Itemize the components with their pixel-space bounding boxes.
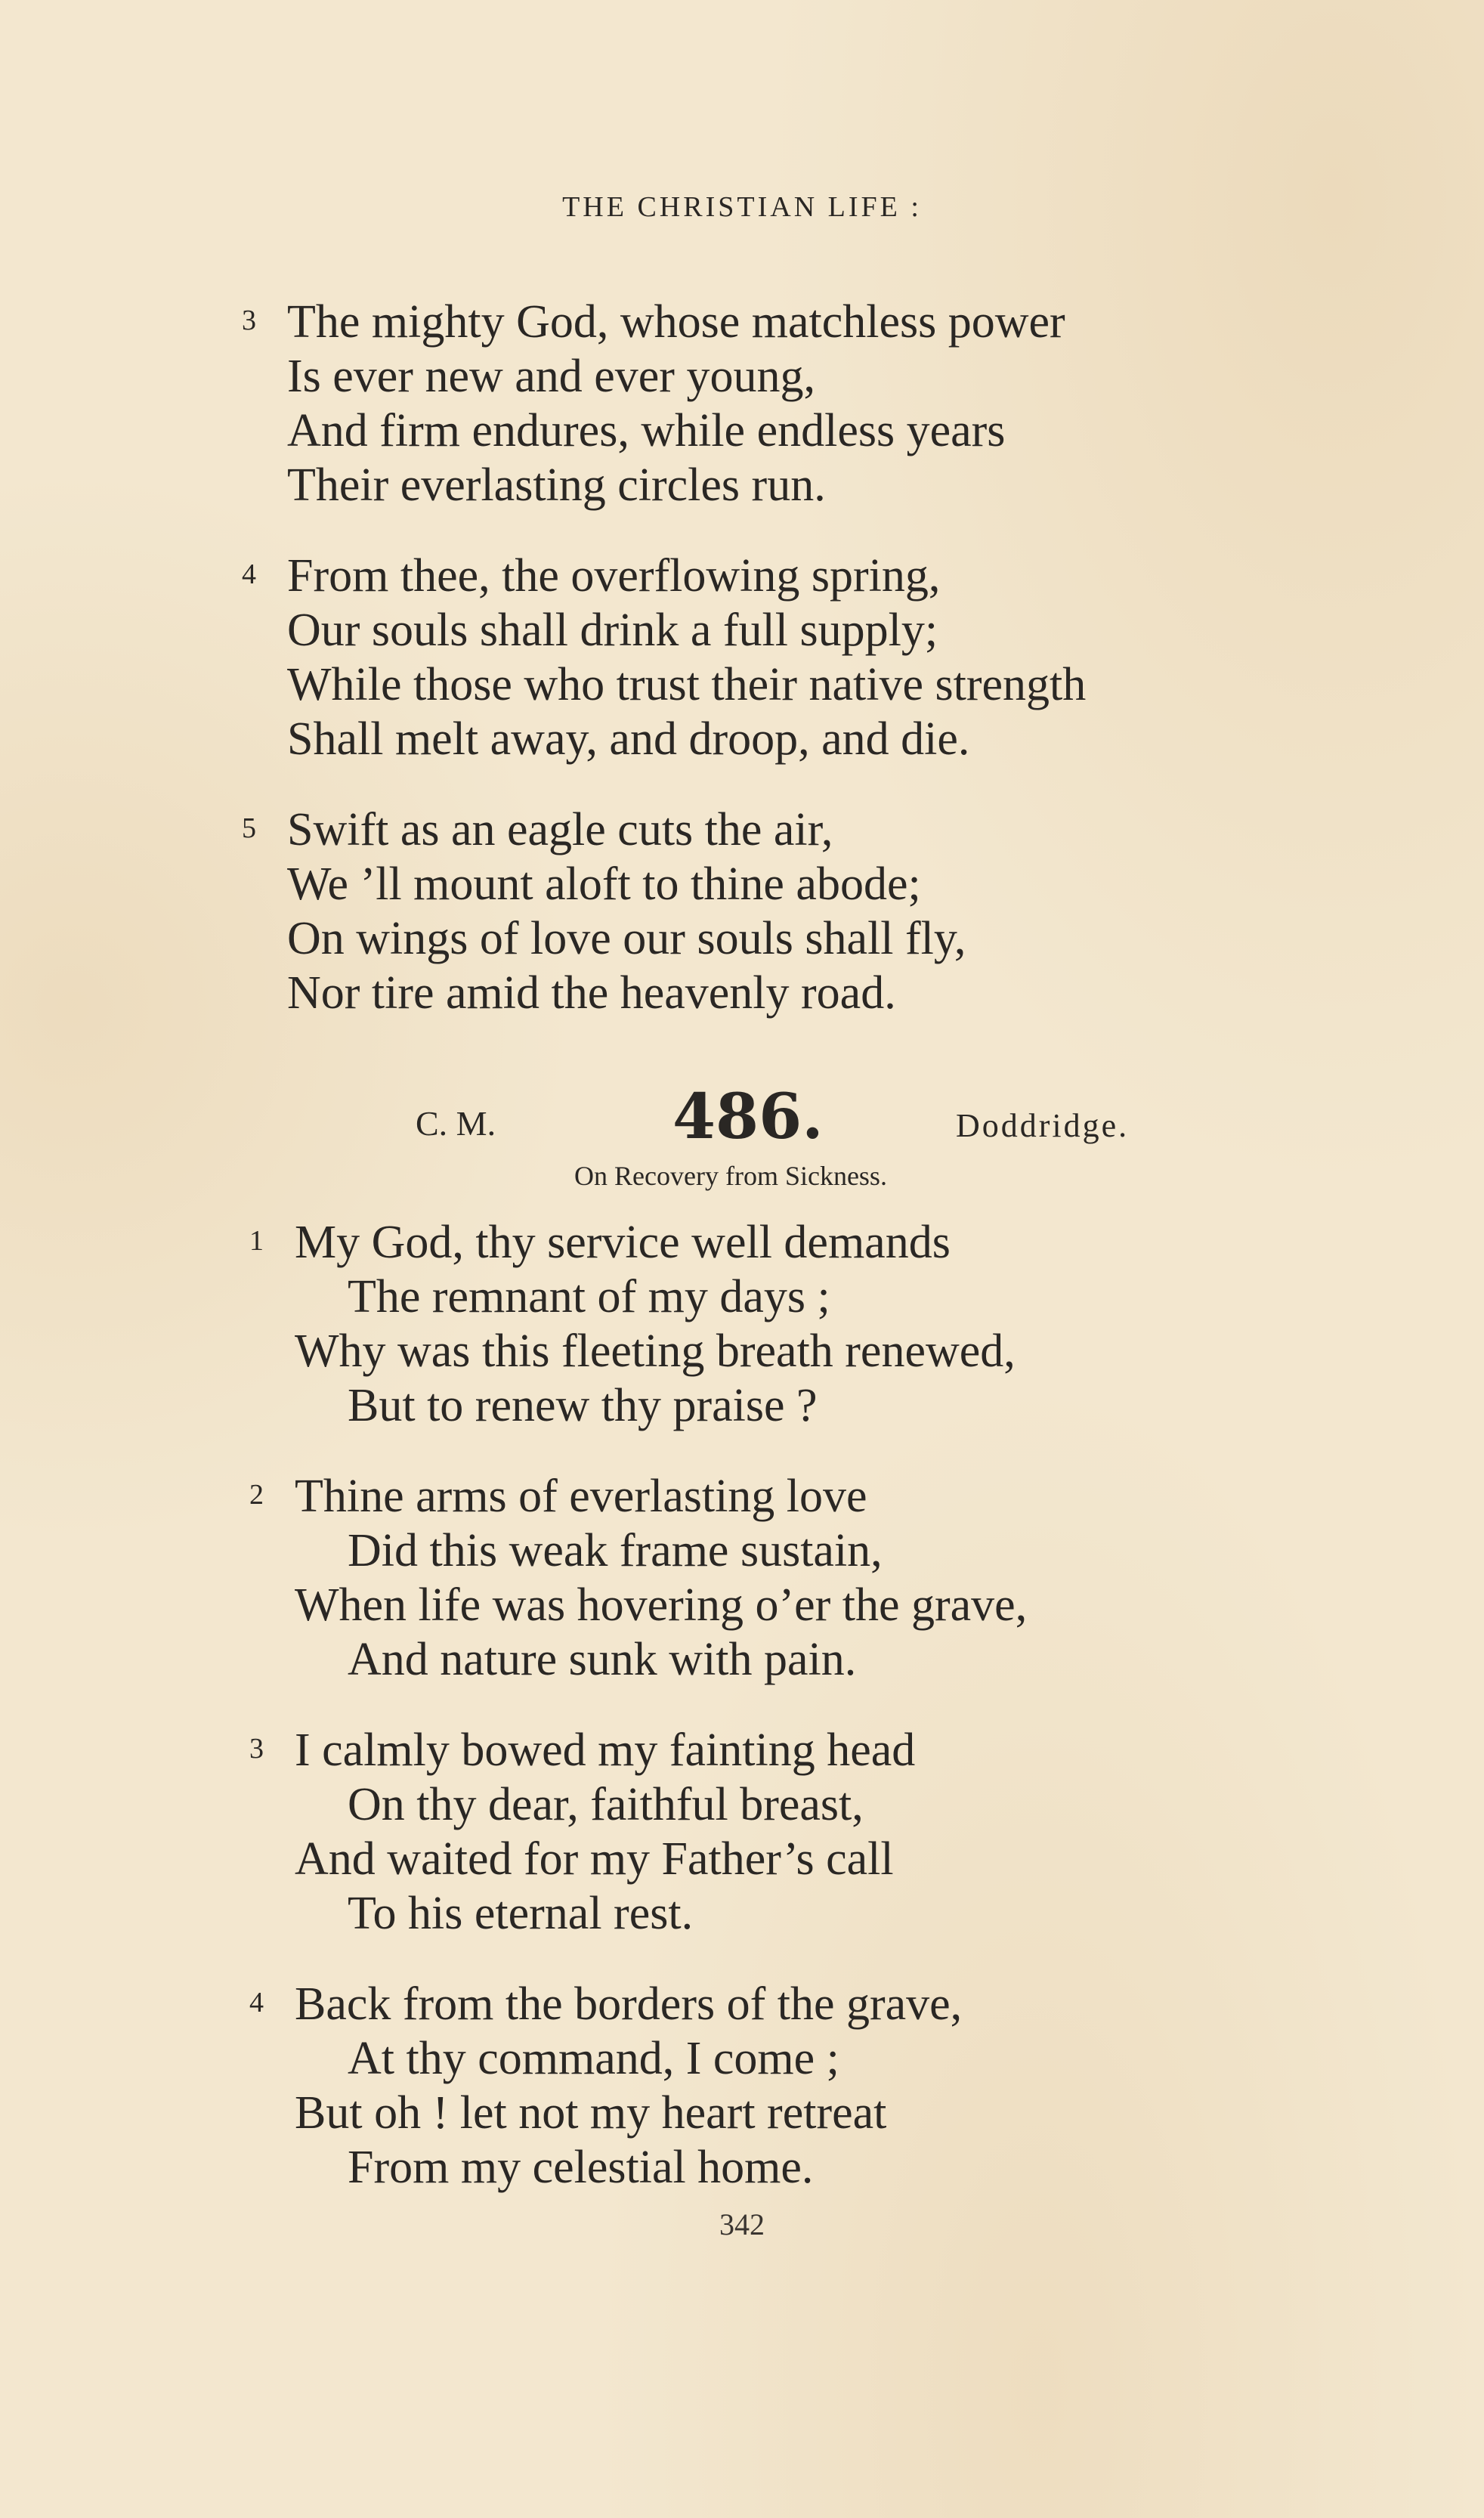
verse-line: Thine arms of everlasting love <box>295 1471 867 1522</box>
running-head: THE CHRISTIAN LIFE : <box>562 191 922 223</box>
verse-line: Shall melt away, and droop, and die. <box>287 713 970 765</box>
hymn-stanza-4 <box>249 1977 963 2195</box>
hymn-stanza-2 <box>249 1469 1028 1687</box>
verse-line: Back from the borders of the grave, <box>295 1978 963 2030</box>
verse-line: Nor tire amid the heavenly road. <box>287 967 896 1019</box>
verse-line: At thy command, I come ; <box>348 2033 839 2084</box>
hymn-subtitle: On Recovery from Sickness. <box>574 1161 887 1191</box>
verse-line: When life was hovering o’er the grave, <box>295 1579 1028 1631</box>
verse-number: 4 <box>249 1987 264 2018</box>
verse-line: To his eternal rest. <box>348 1888 694 1939</box>
verse-line: The mighty God, whose matchless power <box>287 296 1065 348</box>
verse-number: 3 <box>242 305 256 336</box>
verse-number: 4 <box>242 558 256 590</box>
hymn-meter: C. M. <box>416 1104 496 1143</box>
hymn-stanza-1 <box>249 1215 1016 1433</box>
verse-line: Did this weak frame sustain, <box>348 1525 883 1576</box>
stanza-continued-3 <box>242 295 1065 512</box>
verse-line: But to renew thy praise ? <box>348 1380 818 1431</box>
hymn-number: 486. <box>672 1081 824 1153</box>
verse-line: Our souls shall drink a full supply; <box>287 605 938 656</box>
verse-line: Is ever new and ever young, <box>287 351 815 402</box>
hymn-author: Doddridge. <box>956 1107 1130 1144</box>
verse-line: I calmly bowed my fainting head <box>295 1725 916 1776</box>
verse-number: 3 <box>249 1733 264 1765</box>
hymn-header <box>0 1081 1484 1153</box>
stanza-continued-5 <box>242 803 966 1020</box>
verse-line: We ’ll mount aloft to thine abode; <box>287 858 921 910</box>
stanza-continued-4 <box>242 549 1087 766</box>
verse-line: On thy dear, faithful breast, <box>348 1779 864 1830</box>
verse-line: Swift as an eagle cuts the air, <box>287 804 833 855</box>
verse-line: From thee, the overflowing spring, <box>287 550 941 602</box>
verse-number: 1 <box>249 1225 264 1257</box>
verse-line: And waited for my Father’s call <box>295 1833 894 1885</box>
verse-number: 2 <box>249 1479 264 1511</box>
verse-line: But oh ! let not my heart retreat <box>295 2087 887 2139</box>
page-number: 342 <box>719 2207 765 2241</box>
verse-line: While those who trust their native strength <box>287 659 1087 710</box>
verse-line: My God, thy service well demands <box>295 1217 951 1268</box>
verse-line: On wings of love our souls shall fly, <box>287 913 966 964</box>
verse-line: From my celestial home. <box>348 2142 814 2193</box>
verse-line: Why was this fleeting breath renewed, <box>295 1326 1016 1377</box>
verse-number: 5 <box>242 812 256 844</box>
verse-line: The remnant of my days ; <box>348 1271 830 1322</box>
hymn-stanza-3 <box>249 1723 916 1941</box>
verse-line: And firm endures, while endless years <box>287 405 1006 456</box>
verse-line: And nature sunk with pain. <box>348 1634 857 1685</box>
verse-line: Their everlasting circles run. <box>287 459 826 511</box>
